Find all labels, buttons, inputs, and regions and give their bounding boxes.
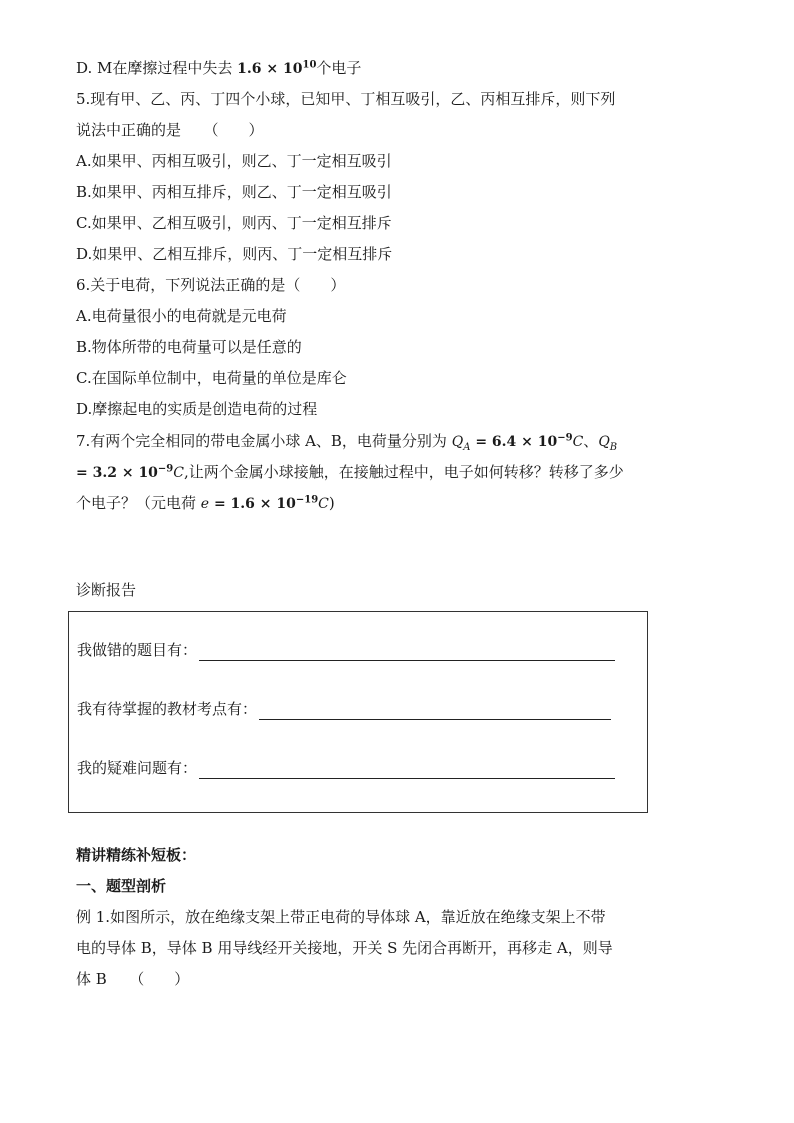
textbook-points-row — [77, 698, 611, 720]
q6-option-b: B.物体所带的电荷量可以是任意的 — [76, 338, 302, 356]
section-subheading: 一、题型剖析 — [76, 877, 167, 895]
difficult-questions-label: 我的疑难问题有： — [77, 759, 198, 777]
q5-stem-line1: 5.现有甲、乙、丙、丁四个小球，已知甲、丁相互吸引，乙、丙相互排斥，则下列 — [76, 90, 616, 108]
q6-stem: 6.关于电荷，下列说法正确的是（ ） — [76, 276, 346, 294]
diagnosis-report-box — [68, 611, 648, 813]
q6-option-c: C.在国际单位制中，电荷量的单位是库仑 — [76, 369, 347, 387]
q5-option-b: B.如果甲、丙相互排斥，则乙、丁一定相互吸引 — [76, 183, 392, 201]
elementary-charge: $e = 1.6 \times 10^{-19}C$ — [200, 494, 329, 512]
charge-qa: $Q_A = 6.4 \times 10^{-9}C$ — [451, 432, 584, 453]
q7-line2 — [76, 461, 656, 484]
difficult-questions-blank[interactable] — [199, 762, 615, 779]
option-text: D. M在摩擦过程中失去 — [76, 59, 238, 77]
separator: 、 — [583, 432, 599, 450]
q6-option-a: A.电荷量很小的电荷就是元电荷 — [76, 307, 287, 325]
textbook-points-label: 我有待掌握的教材考点有： — [77, 700, 258, 718]
q5-option-c: C.如果甲、乙相互吸引，则丙、丁一定相互排斥 — [76, 214, 392, 232]
q7-stem-text: 7.有两个完全相同的带电金属小球 A、B，电荷量分别为 — [76, 432, 452, 450]
section-heading: 精讲精练补短板： — [76, 846, 197, 864]
textbook-points-blank[interactable] — [259, 703, 611, 720]
difficult-questions-row — [77, 757, 615, 779]
q7-line3 — [76, 492, 656, 515]
q5-stem-line2: 说法中正确的是 （ ） — [76, 121, 264, 139]
wrong-questions-row — [77, 639, 615, 661]
example-1-line2: 电的导体 B，导体 B 用导线经开关接地，开关 S 先闭合再断开，再移走 A，则导 — [76, 939, 613, 957]
q7-line1 — [76, 430, 656, 453]
closing-paren: ) — [328, 494, 335, 512]
wrong-questions-blank[interactable] — [199, 644, 615, 661]
q5-option-d: D.如果甲、乙相互排斥，则丙、丁一定相互排斥 — [76, 245, 393, 263]
math-expression: $1.6 \times 10^{10}$ — [237, 59, 317, 77]
charge-qb-symbol: $Q_B$ — [598, 434, 618, 453]
wrong-questions-label: 我做错的题目有： — [77, 641, 198, 659]
example-1-line3: 体 B （ ） — [76, 970, 190, 988]
q6-option-d: D.摩擦起电的实质是创造电荷的过程 — [76, 400, 318, 418]
q4-option-d — [76, 57, 656, 80]
option-suffix: 个电子 — [316, 59, 362, 77]
diagnosis-title: 诊断报告 — [76, 581, 137, 599]
q5-option-a: A.如果甲、丙相互吸引，则乙、丁一定相互吸引 — [76, 152, 392, 170]
charge-qb-value: = $3.2 \times 10^{-9}C$ — [76, 463, 184, 481]
example-1-line1: 例 1.如图所示，放在绝缘支架上带正电荷的导体球 A，靠近放在绝缘支架上不带 — [76, 908, 606, 926]
q7-stem-text-3: 个电子？（元电荷 — [76, 494, 201, 512]
q7-stem-text-2: ,让两个金属小球接触，在接触过程中，电子如何转移？转移了多少 — [183, 463, 624, 481]
